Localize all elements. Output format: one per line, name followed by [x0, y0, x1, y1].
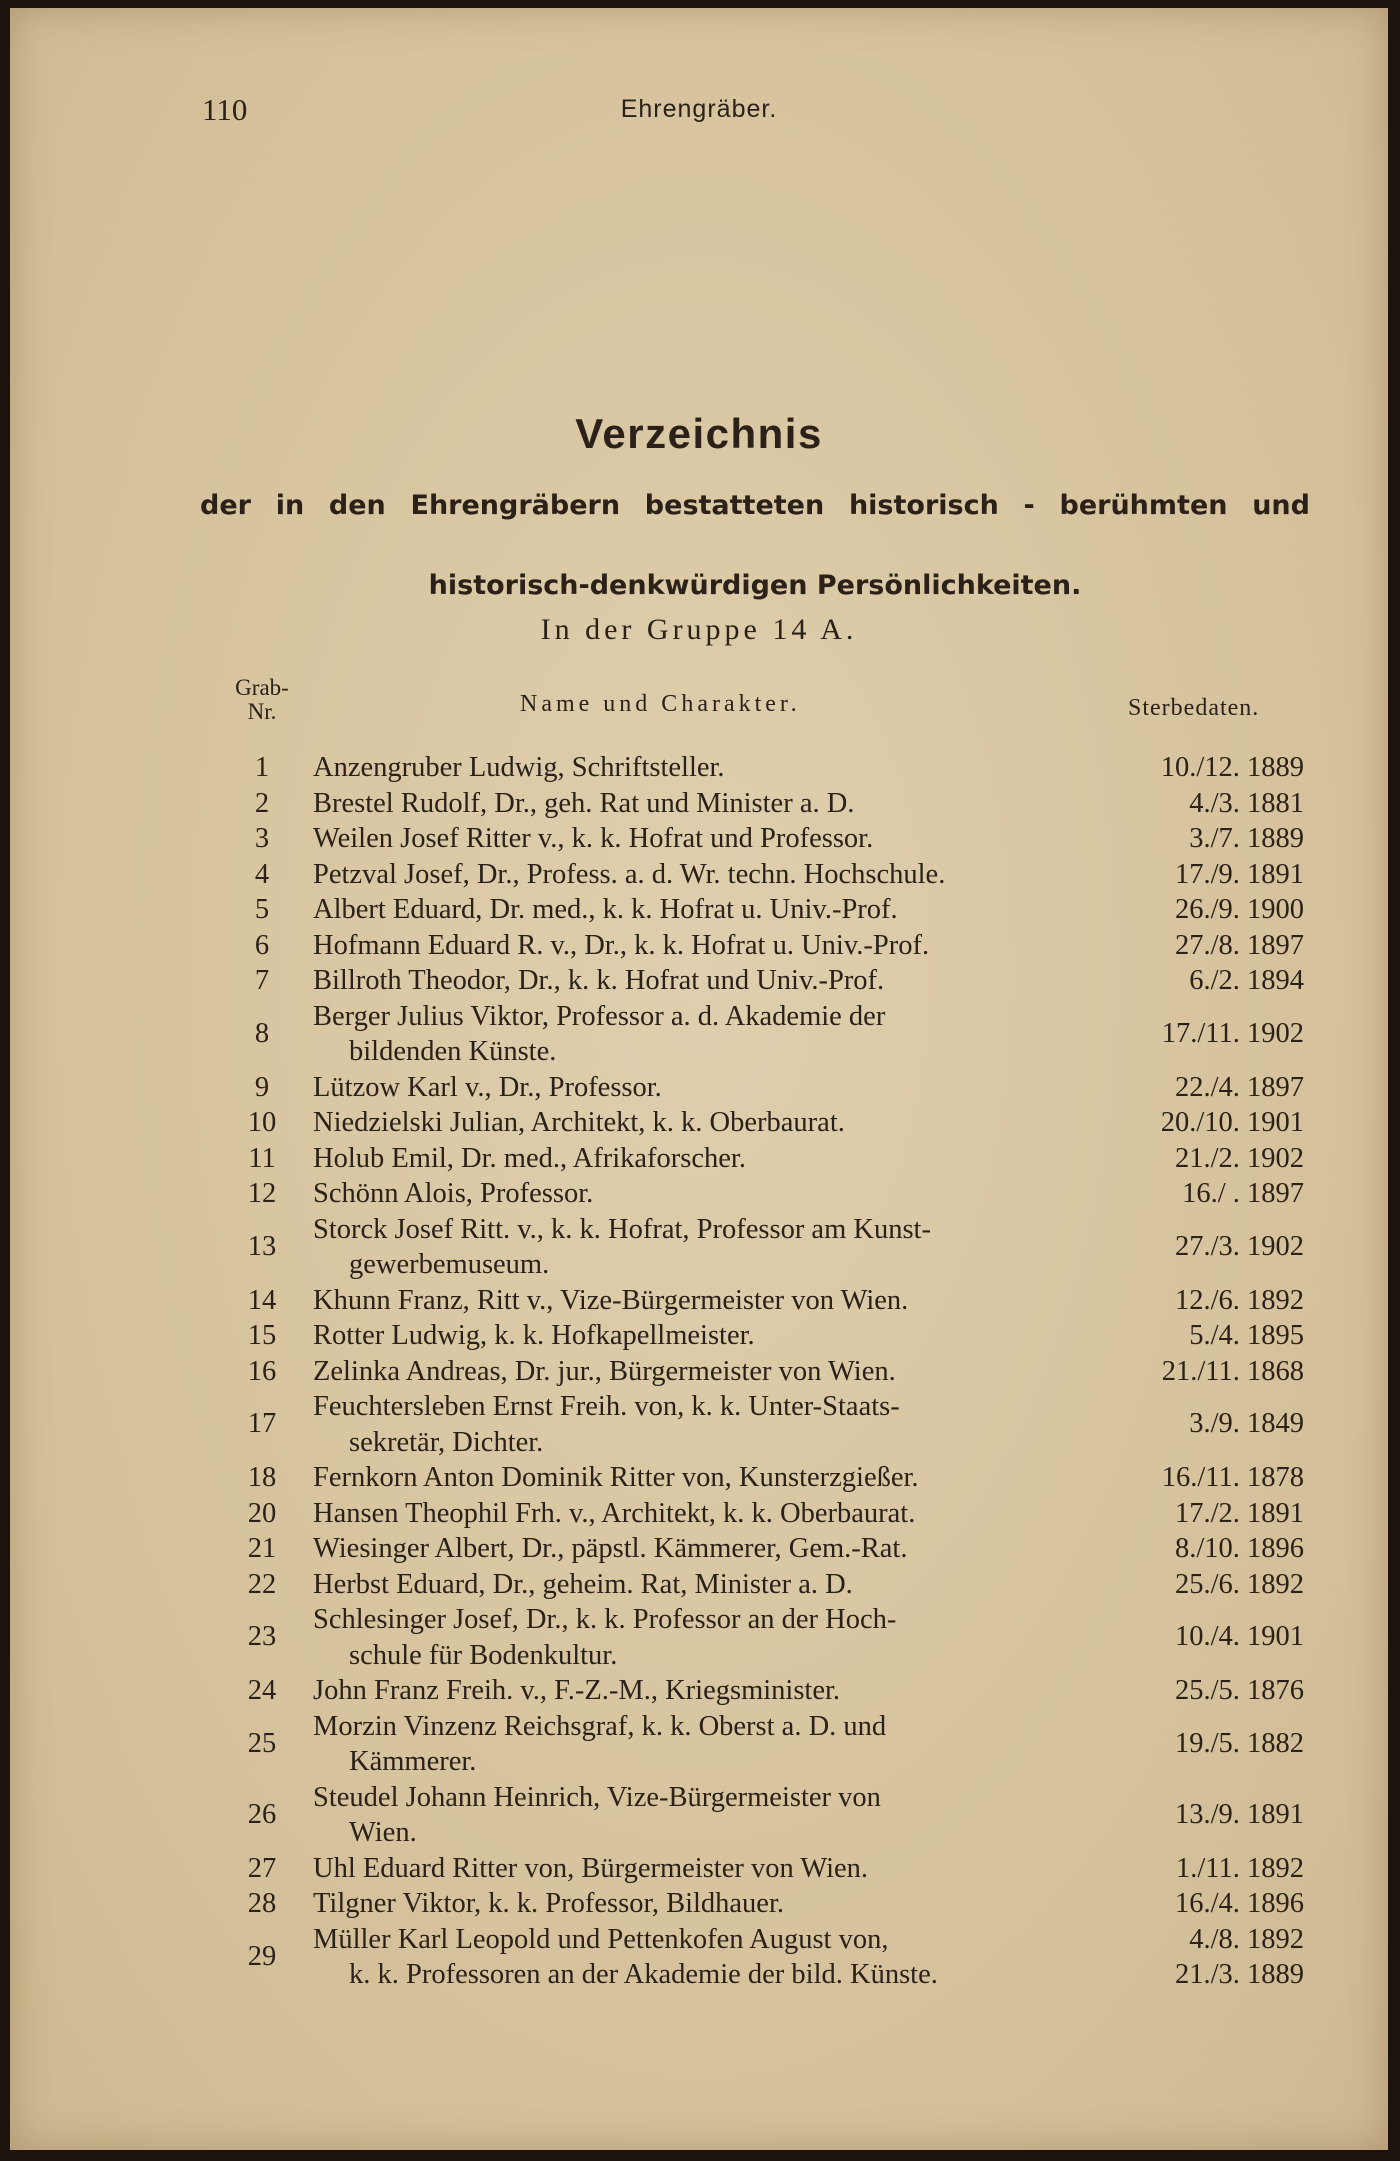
- grave-number: 6: [254, 929, 270, 961]
- entry-name-line: Morzin Vinzenz Reichsgraf, k. k. Oberst a. D. und: [313, 1710, 887, 1742]
- grave-number: 21: [247, 1533, 277, 1564]
- death-date: [1114, 1619, 1304, 1655]
- grave-number: 4: [254, 858, 270, 890]
- list-item: [10, 857, 1388, 893]
- death-date: [1114, 1851, 1304, 1887]
- death-date: [1114, 963, 1304, 999]
- grave-number: 29: [247, 1940, 277, 1972]
- death-date-line: 19./5. 1882: [1174, 1727, 1304, 1759]
- entry-name: [313, 1318, 1103, 1354]
- death-date-line: 22./4. 1897: [1174, 1071, 1304, 1103]
- subtitle-line-1: der in den Ehrengräbern bestatteten historisch - berühmten und: [200, 490, 1310, 521]
- entry-name: [313, 1567, 1103, 1603]
- grave-number: 25: [247, 1727, 277, 1759]
- death-date-line: 17./2. 1891: [1174, 1497, 1304, 1529]
- subtitle: [200, 490, 1310, 601]
- entry-name-line: Billroth Theodor, Dr., k. k. Hofrat und Univ.-Prof.: [313, 965, 885, 996]
- death-date: [1114, 1567, 1304, 1603]
- entry-name-line: Müller Karl Leopold und Pettenkofen August von,: [313, 1923, 889, 1955]
- entry-list: [10, 750, 1388, 1993]
- grave-number: 26: [247, 1798, 277, 1830]
- list-item: [10, 999, 1388, 1070]
- list-item: [10, 1922, 1388, 1993]
- grave-number: 5: [254, 894, 270, 925]
- death-date-line: 4./8. 1892: [1189, 1923, 1304, 1955]
- entry-name-line: Lützow Karl v., Dr., Professor.: [313, 1071, 662, 1103]
- grave-number: 18: [247, 1462, 277, 1493]
- grave-number: 9: [254, 1071, 270, 1103]
- death-date-line: 1./11. 1892: [1176, 1852, 1304, 1884]
- death-date-line: 6./2. 1894: [1189, 965, 1304, 996]
- death-date-line: 16./4. 1896: [1174, 1888, 1304, 1919]
- entry-name-line: Herbst Eduard, Dr., geheim. Rat, Minister a. D.: [313, 1568, 853, 1600]
- death-date: [1114, 1406, 1304, 1442]
- death-date-line: 21./3. 1889: [1174, 1959, 1304, 1990]
- entry-name: [313, 892, 1103, 928]
- entry-name: [313, 1673, 1103, 1709]
- entry-name: [313, 821, 1103, 857]
- entry-name-line: Weilen Josef Ritter v., k. k. Hofrat und Professor.: [313, 823, 874, 854]
- group-heading: In der Gruppe 14 A.: [540, 613, 858, 646]
- grave-number: 10: [247, 1107, 277, 1138]
- subtitle-line-2: historisch-denkwürdigen Persönlichkeiten.: [428, 570, 1082, 601]
- entry-name: [313, 1105, 1103, 1141]
- grave-number: 28: [247, 1888, 277, 1919]
- death-date: [1114, 1673, 1304, 1709]
- column-header-dates: Sterbedaten.: [1128, 695, 1260, 721]
- entry-name: [313, 1922, 1103, 1993]
- entry-name-line: Khunn Franz, Ritt v., Vize-Bürgermeister von Wien.: [313, 1284, 909, 1316]
- death-date-line: 13./9. 1891: [1174, 1798, 1304, 1830]
- column-header-nr: Nr.: [247, 699, 277, 724]
- grave-number: 24: [247, 1675, 277, 1706]
- list-item: [10, 1283, 1388, 1319]
- entry-name: [313, 1602, 1103, 1673]
- entry-name: [313, 1389, 1103, 1460]
- entry-name: [313, 750, 1103, 786]
- death-date-line: 27./3. 1902: [1174, 1230, 1304, 1262]
- list-item: [10, 892, 1388, 928]
- death-date-line: 25./5. 1876: [1174, 1675, 1304, 1706]
- entry-name-line: Tilgner Viktor, k. k. Professor, Bildhauer.: [313, 1888, 785, 1919]
- death-date: [1114, 1460, 1304, 1496]
- death-date-line: 5./4. 1895: [1189, 1320, 1304, 1351]
- death-date-line: 8./10. 1896: [1174, 1533, 1304, 1564]
- grave-number: 13: [247, 1230, 277, 1262]
- entry-name-line: bildenden Künste.: [349, 1036, 557, 1067]
- entry-name-line: Albert Eduard, Dr. med., k. k. Hofrat u. Univ.-Prof.: [313, 894, 898, 925]
- entry-name: [313, 1141, 1103, 1177]
- death-date-line: 21./11. 1868: [1161, 1355, 1304, 1387]
- list-item: [10, 1070, 1388, 1106]
- page-title: Verzeichnis: [575, 410, 823, 457]
- death-date: [1114, 1797, 1304, 1833]
- list-item: [10, 928, 1388, 964]
- entry-name-line: Hansen Theophil Frh. v., Architekt, k. k. Oberbaurat.: [313, 1497, 916, 1529]
- running-title: Ehrengräber.: [620, 95, 778, 123]
- entry-name-line: Hofmann Eduard R. v., Dr., k. k. Hofrat u. Univ.-Prof.: [313, 929, 930, 961]
- grave-number: 1: [254, 752, 270, 783]
- entry-name-line: Rotter Ludwig, k. k. Hofkapellmeister.: [313, 1320, 755, 1351]
- list-item: [10, 1673, 1388, 1709]
- grave-number: 23: [247, 1621, 277, 1652]
- death-date: [1114, 1354, 1304, 1390]
- entry-name: [313, 1886, 1103, 1922]
- death-date: [1114, 1070, 1304, 1106]
- death-date-line: 17./9. 1891: [1174, 858, 1304, 890]
- death-date-line: 27./8. 1897: [1174, 929, 1304, 961]
- entry-name-line: Feuchtersleben Ernst Freih. von, k. k. Unter-Staats-: [313, 1391, 900, 1422]
- entry-name-line: Uhl Eduard Ritter von, Bürgermeister von Wien.: [313, 1852, 869, 1884]
- entry-name-line: Petzval Josef, Dr., Profess. a. d. Wr. techn. Hochschule.: [313, 858, 946, 890]
- entry-name-line: Steudel Johann Heinrich, Vize-Bürgermeister von: [313, 1781, 881, 1813]
- entry-name: [313, 1496, 1103, 1532]
- list-item: [10, 750, 1388, 786]
- entry-name-line: schule für Bodenkultur.: [349, 1639, 618, 1671]
- list-item: [10, 1531, 1388, 1567]
- death-date-line: 4./3. 1881: [1189, 787, 1304, 819]
- entry-name: [313, 1354, 1103, 1390]
- entry-name: [313, 1780, 1103, 1851]
- list-item: [10, 1105, 1388, 1141]
- entry-name: [313, 1851, 1103, 1887]
- grave-number: 20: [247, 1497, 277, 1529]
- entry-name-line: Wiesinger Albert, Dr., päpstl. Kämmerer, Gem.-Rat.: [313, 1533, 908, 1564]
- grave-number: 12: [247, 1178, 277, 1209]
- list-item: [10, 821, 1388, 857]
- death-date: [1114, 857, 1304, 893]
- death-date: [1114, 1922, 1304, 1993]
- list-item: [10, 786, 1388, 822]
- death-date-line: 10./4. 1901: [1174, 1621, 1304, 1652]
- death-date-line: 16./11. 1878: [1161, 1462, 1304, 1493]
- entry-name-line: Wien.: [349, 1817, 417, 1848]
- death-date-line: 17./11. 1902: [1161, 1017, 1304, 1049]
- list-item: [10, 1496, 1388, 1532]
- grave-number: 7: [254, 965, 270, 996]
- list-item: [10, 1602, 1388, 1673]
- column-header-grab: Grab-: [235, 675, 289, 700]
- list-item: [10, 1460, 1388, 1496]
- list-item: [10, 1886, 1388, 1922]
- entry-name-line: Brestel Rudolf, Dr., geh. Rat und Minister a. D.: [313, 787, 855, 819]
- entry-name-line: Zelinka Andreas, Dr. jur., Bürgermeister von Wien.: [313, 1355, 896, 1387]
- death-date-line: 12./6. 1892: [1174, 1284, 1304, 1316]
- grave-number: 11: [248, 1142, 276, 1174]
- grave-number: 8: [254, 1017, 270, 1049]
- entry-name: [313, 1283, 1103, 1319]
- grave-number: 2: [254, 787, 270, 819]
- entry-name-line: Niedzielski Julian, Architekt, k. k. Oberbaurat.: [313, 1107, 845, 1138]
- death-date: [1114, 1531, 1304, 1567]
- grave-number: 16: [247, 1355, 277, 1387]
- column-header-grave-number: [222, 676, 302, 724]
- death-date-line: 25./6. 1892: [1174, 1568, 1304, 1600]
- list-item: [10, 1141, 1388, 1177]
- entry-name-line: Berger Julius Viktor, Professor a. d. Akademie der: [313, 1000, 886, 1032]
- death-date-line: 21./2. 1902: [1174, 1142, 1304, 1174]
- death-date-line: 26./9. 1900: [1174, 894, 1304, 925]
- list-item: [10, 1354, 1388, 1390]
- list-item: [10, 1851, 1388, 1887]
- entry-name-line: John Franz Freih. v., F.-Z.-M., Kriegsminister.: [313, 1675, 841, 1706]
- list-item: [10, 963, 1388, 999]
- entry-name: [313, 1070, 1103, 1106]
- list-item: [10, 1389, 1388, 1460]
- entry-name-line: sekretär, Dichter.: [349, 1426, 544, 1458]
- entry-name-line: gewerbemuseum.: [349, 1249, 550, 1280]
- entry-name: [313, 1460, 1103, 1496]
- entry-name: [313, 857, 1103, 893]
- death-date: [1114, 1016, 1304, 1052]
- entry-name: [313, 1531, 1103, 1567]
- list-item: [10, 1709, 1388, 1780]
- entry-name: [313, 963, 1103, 999]
- list-item: [10, 1212, 1388, 1283]
- death-date-line: 3./7. 1889: [1189, 823, 1304, 854]
- death-date: [1114, 821, 1304, 857]
- list-item: [10, 1780, 1388, 1851]
- column-header-name: Name und Charakter.: [520, 691, 801, 717]
- list-item: [10, 1176, 1388, 1212]
- entry-name-line: Schlesinger Josef, Dr., k. k. Professor an der Hoch-: [313, 1604, 897, 1635]
- entry-name-line: Anzengruber Ludwig, Schriftsteller.: [313, 752, 725, 783]
- entry-name-line: k. k. Professoren an der Akademie der bild. Künste.: [349, 1959, 938, 1990]
- running-head: [10, 92, 1388, 132]
- entry-name: [313, 928, 1103, 964]
- death-date: [1114, 786, 1304, 822]
- entry-name: [313, 1709, 1103, 1780]
- grave-number: 22: [247, 1568, 277, 1600]
- grave-number: 15: [247, 1320, 277, 1351]
- death-date: [1114, 1318, 1304, 1354]
- entry-name: [313, 1212, 1103, 1283]
- death-date: [1114, 1229, 1304, 1265]
- death-date: [1114, 892, 1304, 928]
- death-date: [1114, 1283, 1304, 1319]
- grave-number: 27: [247, 1852, 277, 1884]
- death-date: [1114, 1176, 1304, 1212]
- death-date-line: 10./12. 1889: [1160, 752, 1304, 783]
- entry-name-line: Storck Josef Ritt. v., k. k. Hofrat, Professor am Kunst-: [313, 1213, 931, 1245]
- death-date: [1114, 750, 1304, 786]
- entry-name: [313, 1176, 1103, 1212]
- grave-number: 17: [247, 1408, 277, 1439]
- death-date-line: 20./10. 1901: [1160, 1107, 1304, 1138]
- list-item: [10, 1318, 1388, 1354]
- entry-name: [313, 786, 1103, 822]
- entry-name-line: Schönn Alois, Professor.: [313, 1178, 594, 1209]
- death-date-line: 3./9. 1849: [1189, 1408, 1304, 1439]
- death-date: [1114, 928, 1304, 964]
- entry-name-line: Fernkorn Anton Dominik Ritter von, Kunsterzgießer.: [313, 1462, 919, 1493]
- grave-number: 14: [247, 1284, 277, 1316]
- page-number: 110: [202, 92, 248, 127]
- entry-name-line: Holub Emil, Dr. med., Afrikaforscher.: [313, 1142, 746, 1174]
- death-date: [1114, 1141, 1304, 1177]
- book-page: [10, 8, 1388, 2150]
- death-date: [1114, 1105, 1304, 1141]
- death-date-line: 16./ . 1897: [1182, 1178, 1304, 1209]
- death-date: [1114, 1726, 1304, 1762]
- entry-name: [313, 999, 1103, 1070]
- list-item: [10, 1567, 1388, 1603]
- grave-number: 3: [254, 823, 270, 854]
- entry-name-line: Kämmerer.: [349, 1746, 477, 1777]
- death-date: [1114, 1886, 1304, 1922]
- death-date: [1114, 1496, 1304, 1532]
